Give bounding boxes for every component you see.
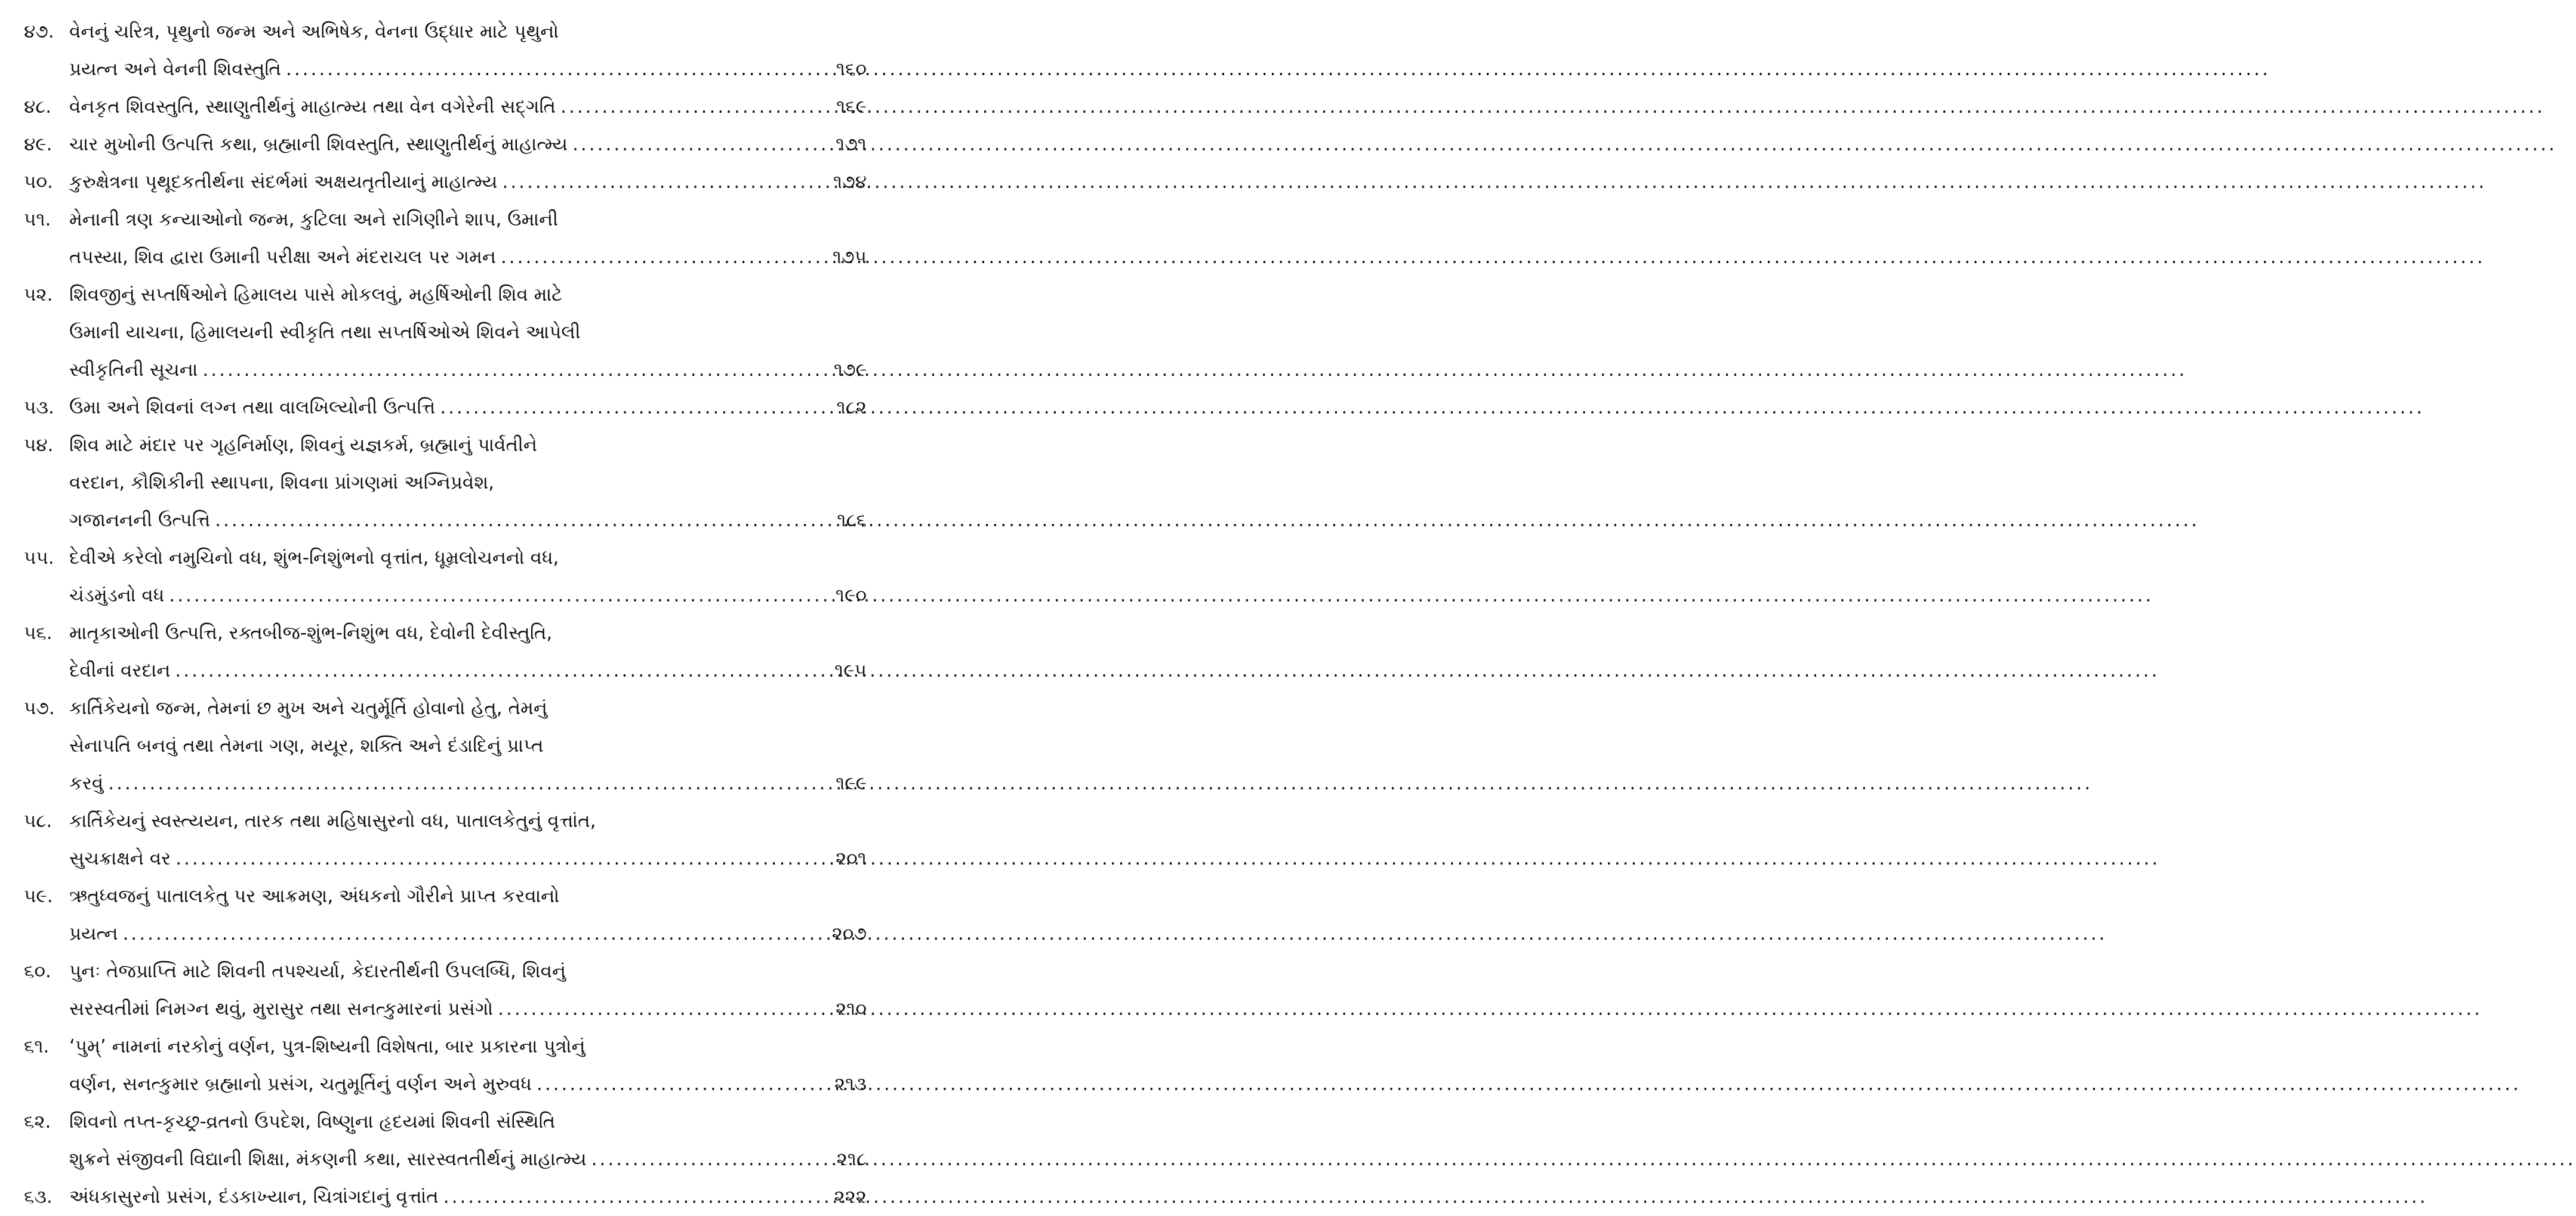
dot-leader <box>498 990 806 1028</box>
toc-entry-line <box>24 464 867 502</box>
toc-entry-text: ઋતુધ્વજનું પાતાલકેતુ પર આક્રમણ, અંધકનો ગૌરીને પ્રાપ્ત કરવાનો <box>69 885 560 907</box>
toc-entry-line <box>24 690 867 727</box>
toc-entry-text: શિવ માટે મંદાર પર ગૃહનિર્માણ, શિવનું યજ્ઞકર્મ, બ્રહ્માનું પાર્વતીને <box>69 434 537 456</box>
toc-entry-text: માતૃકાઓની ઉત્પત્તિ, રક્તબીજ-શુંભ-નિશુંભ વધ, દેવોની દેવીસ્તુતિ, <box>69 622 553 644</box>
toc-entry <box>24 126 867 163</box>
dot-leader <box>572 126 806 163</box>
toc-entry <box>24 13 867 88</box>
toc-entry-line <box>24 990 867 1028</box>
toc-entry-line <box>24 915 867 953</box>
toc-entry-page-number: ૨૧૮ <box>836 1149 867 1170</box>
toc-entry-number: ૬૩. <box>24 1186 53 1208</box>
toc-entry-page-number: ૧૯૦ <box>835 585 867 606</box>
toc-entry-page-number: ૧૮૬ <box>837 510 867 531</box>
toc-entry <box>24 539 867 615</box>
toc-entry <box>24 690 867 803</box>
toc-entry-line <box>24 539 867 577</box>
toc-entry-text: તપસ્યા, શિવ દ્વારા ઉમાની પરીક્ષા અને મંદરાચલ પર ગમન <box>69 246 496 268</box>
toc-entry <box>24 803 867 878</box>
toc-entry-line <box>24 577 867 615</box>
toc-entry-page-number: ૧૬૯ <box>836 96 867 118</box>
toc-entry-number: ૬૦. <box>24 961 51 982</box>
toc-entry-line <box>24 765 867 803</box>
toc-entry-line <box>24 803 867 840</box>
dot-leader <box>501 239 806 276</box>
toc-entry-text: દેવીએ કરેલો નમુચિનો વધ, શુંભ-નિશુંભનો વૃત્તાંત, ધૂમ્રલોચનનો વધ, <box>69 547 559 569</box>
toc-entry-text: શિવનો તપ્ત-કૃચ્છ્ર-વ્રતનો ઉપદેશ, વિષ્ણુના હૃદયમાં શિવની સંસ્થિતિ <box>69 1111 556 1132</box>
toc-entry-text: મેનાની ત્રણ કન્યાઓનો જન્મ, કુટિલા અને રાગિણીને શાપ, ઉમાની <box>69 209 559 230</box>
toc-entry-text: વર્ણન, સનત્કુમાર બ્રહ્માનો પ્રસંગ, ચતુમૂર્તિનું વર્ણન અને મુરુવધ <box>69 1073 532 1095</box>
toc-entry-page-number: ૧૭૪ <box>833 171 867 193</box>
toc-entry-line <box>24 163 867 201</box>
table-of-contents <box>0 0 895 1208</box>
toc-entry-line <box>24 427 867 464</box>
toc-entry-number: ૫૬. <box>24 622 53 644</box>
toc-entry-line <box>24 502 867 539</box>
toc-entry-text: કાર્તિકેયનું સ્વસ્ત્યયન, તારક તથા મહિષાસુરનો વધ, પાતાલકેતુનું વૃત્તાંત, <box>69 810 596 832</box>
dot-leader <box>440 389 806 427</box>
toc-entry-number: ૫૦. <box>24 171 53 193</box>
toc-entry-text: પ્રયત્ન અને વેનની શિવસ્તુતિ <box>69 58 281 80</box>
toc-entry-text: વરદાન, કૌશિકીની સ્થાપના, શિવના પ્રાંગણમાં અગ્નિપ્રવેશ, <box>69 472 494 493</box>
toc-entry-page-number: ૧૬૦ <box>836 58 867 80</box>
toc-entry-line <box>24 1103 867 1141</box>
dot-leader <box>560 88 806 126</box>
toc-entry-line <box>24 878 867 915</box>
toc-entry-number: ૫૫. <box>24 547 54 569</box>
toc-entry-line <box>24 239 867 276</box>
toc-entry-text: વેનકૃત શિવસ્તુતિ, સ્થાણુતીર્થનું માહાત્મ્ય તથા વેન વગેરેની સદ્ગતિ <box>69 96 556 118</box>
toc-entry-number: ૪૯. <box>24 134 53 155</box>
toc-entry-page-number: ૧૭૯ <box>833 359 867 381</box>
toc-entry-line <box>24 51 867 88</box>
toc-entry <box>24 1103 867 1178</box>
toc-entry <box>24 389 867 427</box>
toc-entry-text: સેનાપતિ બનવું તથા તેમના ગણ, મયૂર, શક્તિ અને દંડાદિનું પ્રાપ્ત <box>69 735 544 757</box>
toc-entry-text: ‘પુમ્’ નામનાં નરકોનું વર્ણન, પુત્ર-શિષ્યની વિશેષતા, બાર પ્રકારના પુત્રોનું <box>69 1036 586 1057</box>
toc-entry-page-number: ૧૯૯ <box>836 773 867 794</box>
toc-entry-number: ૬૧. <box>24 1036 50 1057</box>
toc-entry-number: ૪૭. <box>24 21 54 42</box>
toc-entry-line <box>24 1178 867 1216</box>
toc-entry-line <box>24 13 867 51</box>
toc-entry-text: કરવું <box>69 773 104 794</box>
dot-leader <box>591 1141 806 1178</box>
toc-entry-line <box>24 615 867 652</box>
toc-entry-page-number: ૧૯૫ <box>834 660 867 681</box>
toc-entry <box>24 1178 867 1216</box>
toc-entry-number: ૫૭. <box>24 697 55 719</box>
toc-entry-text: વેનનું ચરિત્ર, પૃથુનો જન્મ અને અભિષેક, વેનના ઉદ્ધાર માટે પૃથુનો <box>69 21 559 42</box>
toc-entry-text: સરસ્વતીમાં નિમગ્ન થવું, મુરાસુર તથા સનત્કુમારનાં પ્રસંગો <box>69 998 494 1020</box>
toc-entry <box>24 953 867 1028</box>
toc-entry-text: ઉમા અને શિવનાં લગ્ન તથા વાલખિલ્યોની ઉત્પત્તિ <box>69 397 436 418</box>
toc-entry-text: અંધકાસુરનો પ્રસંગ, દંડકાખ્યાન, ચિત્રાંગદાનું વૃત્તાંત <box>69 1186 439 1208</box>
toc-entry-text: કુરુક્ષેત્રના પૃથૂદકતીર્થના સંદર્ભમાં અક્ષયતૃતીયાનું માહાત્મ્ય <box>69 171 498 193</box>
toc-entry <box>24 878 867 953</box>
toc-entry-number: ૫૯. <box>24 885 53 907</box>
dot-leader <box>215 502 806 539</box>
toc-entry-number: ૪૮. <box>24 96 52 118</box>
toc-entry <box>24 88 867 126</box>
toc-entry-text: કાર્તિકેયનો જન્મ, તેમનાં છ મુખ અને ચતુર્મૂર્તિ હોવાનો હેતુ, તેમનું <box>69 697 548 719</box>
toc-entry-text: ચંડમુંડનો વધ <box>69 585 165 606</box>
toc-entry-number: ૫૧. <box>24 209 51 230</box>
toc-entry-page-number: ૨૨૨ <box>834 1186 867 1208</box>
toc-entry-line <box>24 314 867 351</box>
toc-entry <box>24 615 867 690</box>
toc-entry-page-number: ૧૮૨ <box>836 397 867 418</box>
toc-entry-text: ઉમાની યાચના, હિમાલયની સ્વીકૃતિ તથા સપ્તર્ષિઓએ શિવને આપેલી <box>69 322 581 343</box>
toc-entry-page-number: ૨૧૩ <box>834 1073 867 1095</box>
toc-entry-text: પુનઃ તેજપ્રાપ્તિ માટે શિવની તપશ્ચર્યા, કેદારતીર્થની ઉપલબ્ધિ, શિવનું <box>69 961 566 982</box>
toc-entry-line <box>24 953 867 990</box>
toc-entry-page-number: ૧૭૫ <box>832 246 867 268</box>
toc-entry-line <box>24 389 867 427</box>
toc-entry-line <box>24 276 867 314</box>
toc-entry-line <box>24 727 867 765</box>
toc-entry-line <box>24 351 867 389</box>
dot-leader <box>202 351 806 389</box>
toc-entry <box>24 427 867 539</box>
toc-entry-number: ૫૪. <box>24 434 54 456</box>
toc-entry-line <box>24 1141 867 1178</box>
toc-entry-text: પ્રયત્ન <box>69 923 118 945</box>
toc-entry-page-number: ૨૧૦ <box>835 998 867 1020</box>
toc-entry-line <box>24 652 867 690</box>
dot-leader <box>169 577 806 615</box>
toc-entry-text: દેવીનાં વરદાન <box>69 660 171 681</box>
toc-entry-text: શિવજીનું સપ્તર્ષિઓને હિમાલય પાસે મોકલવું, મહર્ષિઓની શિવ માટે <box>69 284 563 305</box>
toc-entry-text: સુચક્રાક્ષને વર <box>69 848 171 869</box>
dot-leader <box>537 1066 806 1103</box>
toc-entry <box>24 276 867 389</box>
dot-leader <box>502 163 806 201</box>
dot-leader <box>123 915 806 953</box>
toc-entry-page-number: ૨૦૧ <box>835 848 867 869</box>
dot-leader <box>286 51 806 88</box>
toc-entry <box>24 201 867 276</box>
toc-entry-number: ૫૩. <box>24 397 54 418</box>
toc-entry-number: ૫૮. <box>24 810 53 832</box>
toc-entry-page-number: ૧૭૧ <box>836 134 867 155</box>
toc-entry-text: ચાર મુખોની ઉત્પત્તિ કથા, બ્રહ્માની શિવસ્તુતિ, સ્થાણુતીર્થનું માહાત્મ્ય <box>69 134 568 155</box>
dot-leader <box>108 765 806 803</box>
toc-entry <box>24 163 867 201</box>
toc-entry-page-number: ૨૦૭ <box>831 923 867 945</box>
dot-leader <box>443 1178 806 1216</box>
toc-entry-line <box>24 840 867 878</box>
toc-entry-text: ગજાનનની ઉત્પત્તિ <box>69 510 211 531</box>
toc-entry-line <box>24 201 867 239</box>
toc-entry-text: શુક્રને સંજીવની વિદ્યાની શિક્ષા, મંકણની કથા, સારસ્વતતીર્થનું માહાત્મ્ય <box>69 1149 587 1170</box>
toc-entry-number: ૫૨. <box>24 284 53 305</box>
toc-entry-line <box>24 88 867 126</box>
toc-entry <box>24 1028 867 1103</box>
toc-entry-text: સ્વીકૃતિની સૂચના <box>69 359 198 381</box>
toc-entry-line <box>24 126 867 163</box>
dot-leader <box>175 652 806 690</box>
toc-entry-number: ૬૨. <box>24 1111 51 1132</box>
dot-leader <box>175 840 806 878</box>
toc-entry-line <box>24 1028 867 1066</box>
toc-entry-line <box>24 1066 867 1103</box>
